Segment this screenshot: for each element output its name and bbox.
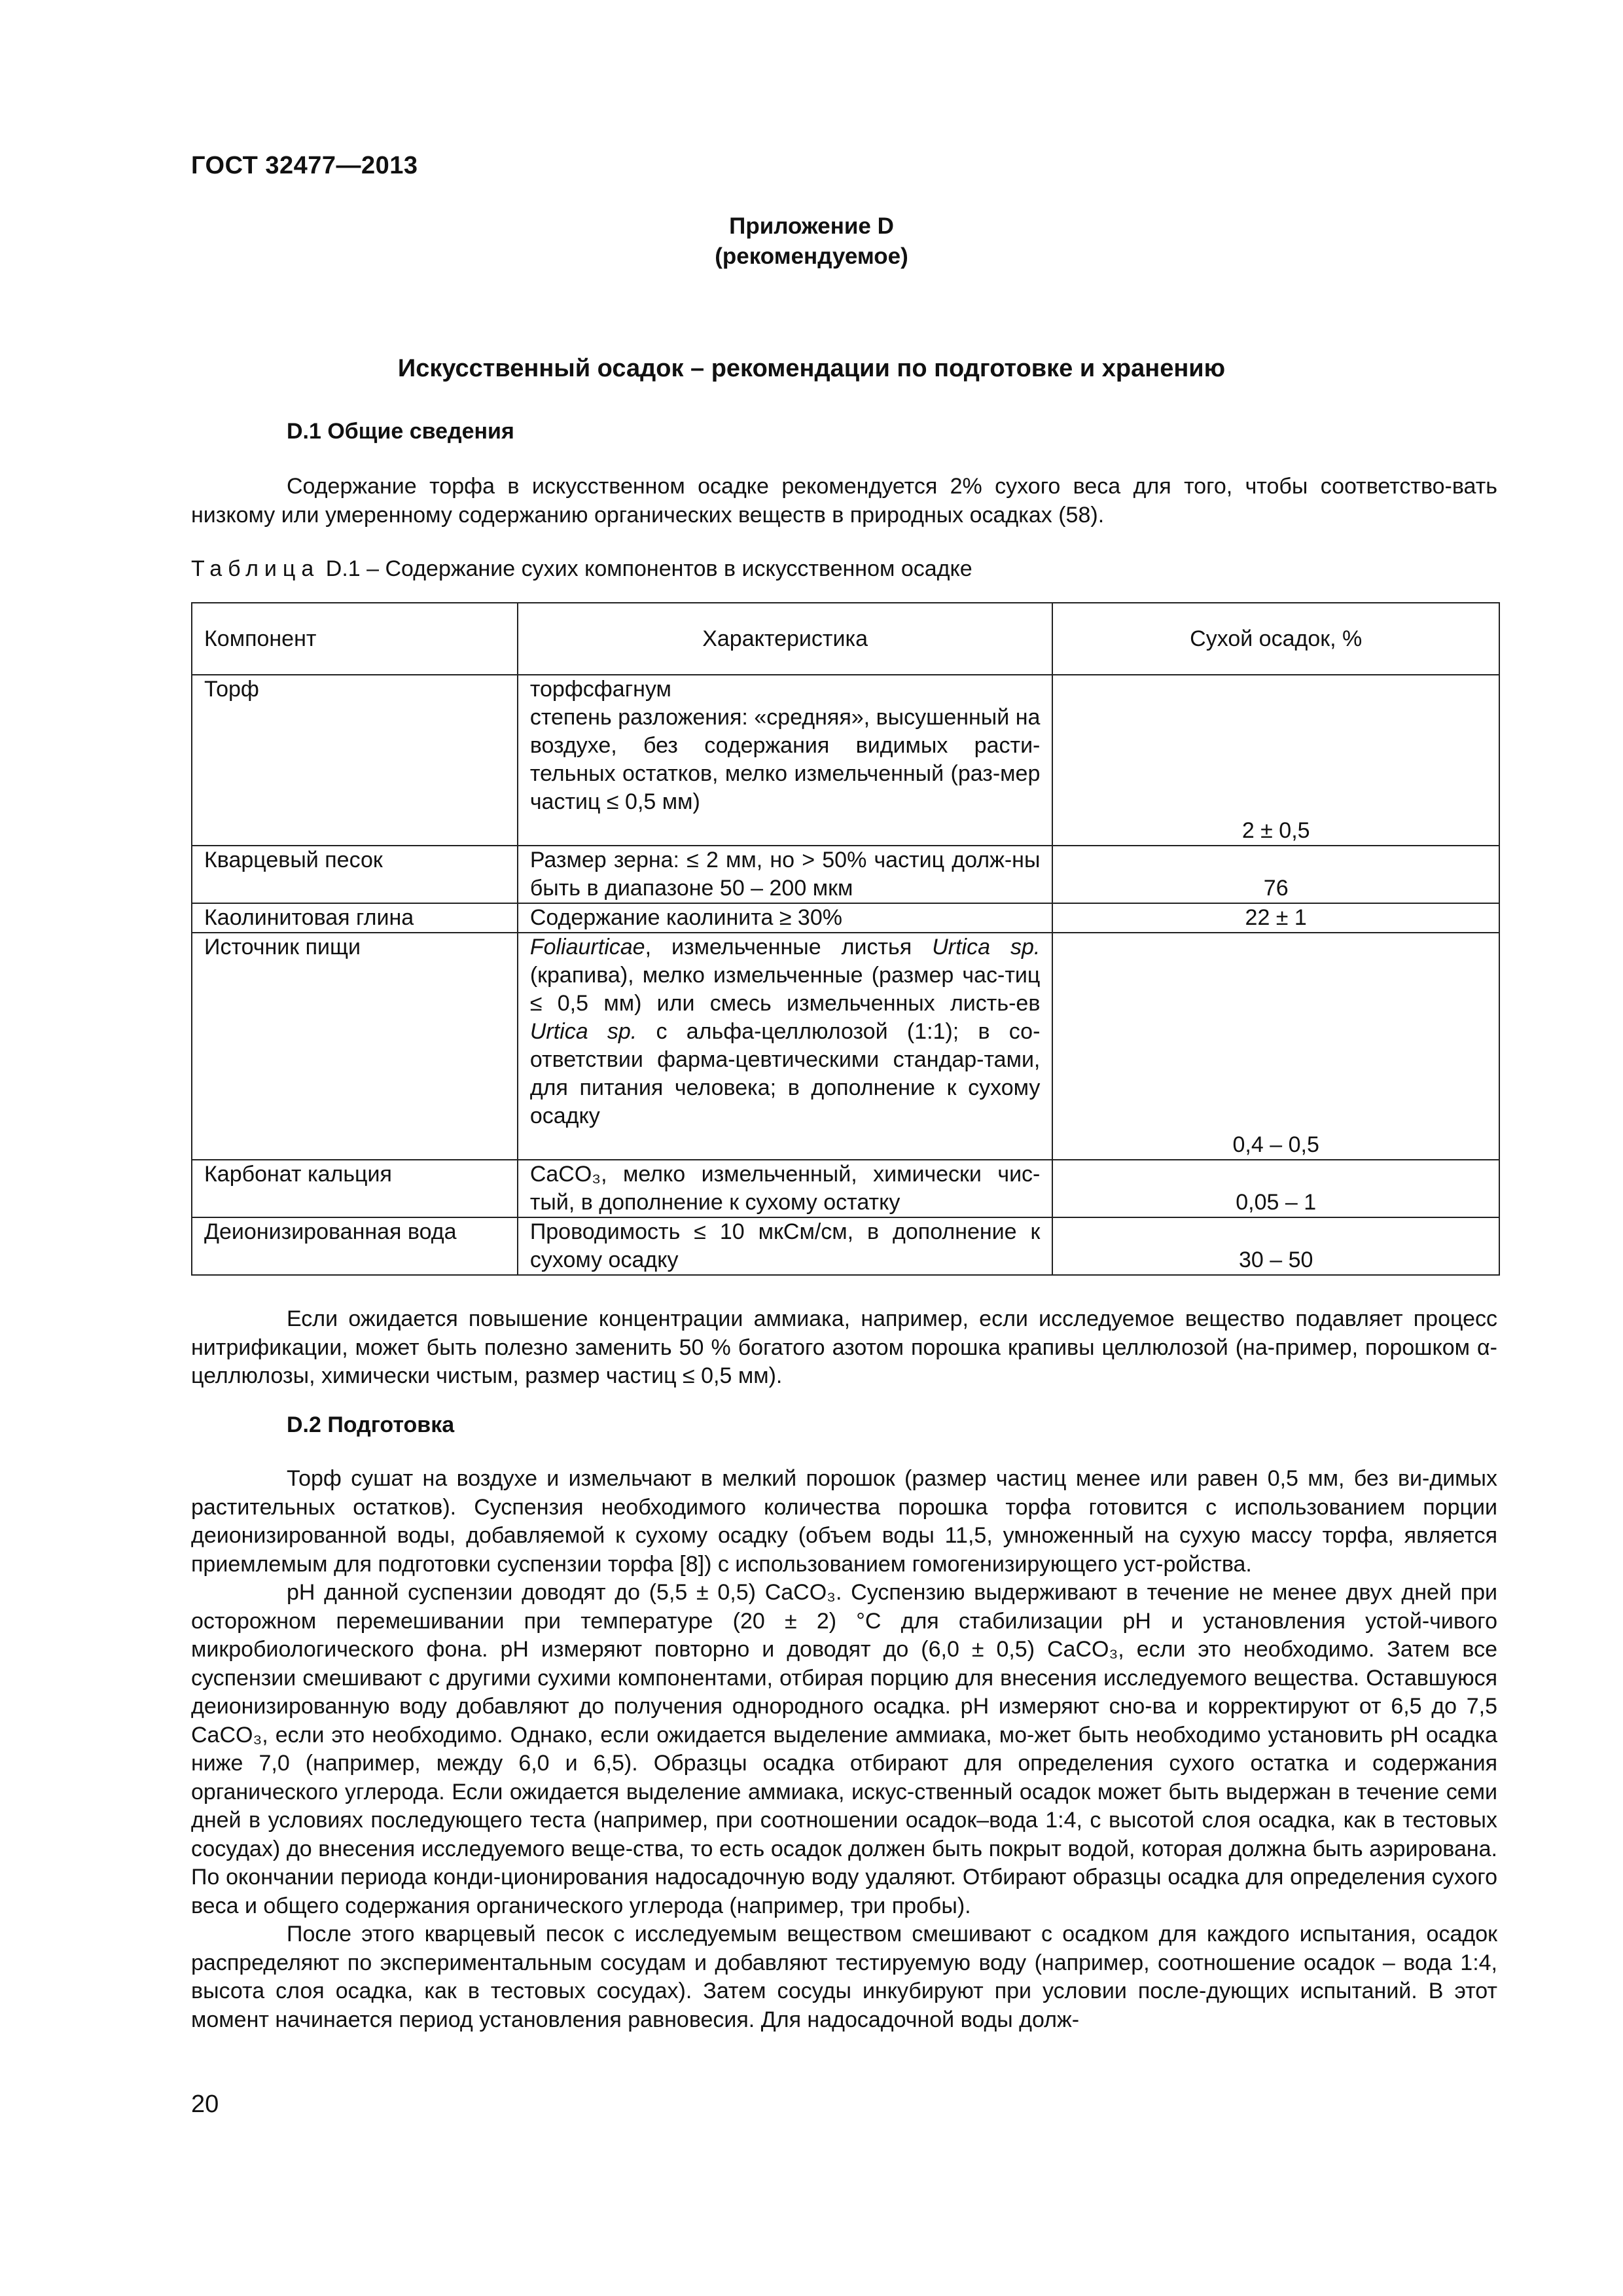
cell-dry: 0,4 – 0,5 — [1052, 933, 1499, 1160]
annex-title: Приложение D — [729, 213, 894, 239]
main-title: Искусственный осадок – рекомендации по подготовке и хранению — [397, 355, 1226, 382]
paragraph-d1 — [191, 473, 1497, 529]
characteristic-text: , измельченные листья — [645, 935, 933, 960]
cell-component: Карбонат кальция — [192, 1160, 518, 1217]
paragraph-text: Если ожидается повышение концентрации аммиака, например, если исследуемое вещество подавляет процесс нитрификации, может быть полезно заменить 50 % богатого азотом порошка крапивы целлюлозой (на-пример, порошком α-целлюлозы, химически чистым, размер частиц ≤ 0,5 мм). — [191, 1306, 1497, 1388]
cell-dry: 76 — [1052, 846, 1499, 903]
annex-status: (рекомендуемое) — [715, 243, 908, 269]
cell-dry: 30 – 50 — [1052, 1217, 1499, 1275]
characteristic-text: (крапива), мелко измельченные (размер час-тиц ≤ 0,5 мм) или смесь измельченных листь-ев — [529, 963, 1041, 1016]
cell-component: Источник пищи — [192, 933, 518, 1160]
cell-characteristic: Содержание каолинита ≥ 30% — [518, 903, 1053, 933]
cell-dry: 22 ± 1 — [1052, 903, 1499, 933]
paragraphs-d2 — [191, 1465, 1497, 2034]
components-table — [191, 602, 1500, 1276]
section-heading-d1: D.1 Общие сведения — [287, 419, 514, 444]
cell-component: Кварцевый песок — [192, 846, 518, 903]
paragraph-text: После этого кварцевый песок с исследуемым веществом смешивают с осадком для каждого испытания, осадок распределяют по экспериментальным сосудам и добавляют тестируемую воду (например, соотношение осадок – вода 1:4, высота слоя осадка, как в тестовых сосудах). Затем сосуды инкубируют при условии после-дующих испытаний. В этот момент начинается период установления равновесия. Для надосадочной воды долж- — [191, 1922, 1497, 2032]
cell-component: Торф — [192, 675, 518, 846]
table-row — [192, 1160, 1499, 1217]
table-row — [192, 846, 1499, 903]
paragraph-text: Торф сушат на воздухе и измельчают в мелкий порошок (размер частиц менее или равен 0,5 мм, без ви-димых растительных остатков). Суспензия необходимого количества порошка торфа готовится с использованием порции деионизированной воды, добавляемой к сухому осадку (объем воды 11,5, умноженный на сухую массу торфа, является приемлемым для подготовки суспензии торфа [8]) с использованием гомогенизирующего уст-ройства. — [191, 1466, 1497, 1577]
paragraph-after-table — [191, 1305, 1497, 1391]
table-caption-prefix: Таблица — [191, 556, 320, 581]
cell-characteristic: торфсфагнум степень разложения: «средняя», высушенный на воздухе, без содержания видимых расти-тельных остатков, мелко измельченный (раз-мер частиц ≤ 0,5 мм) — [518, 675, 1053, 846]
cell-characteristic: Проводимость ≤ 10 мкСм/см, в дополнение к сухому осадку — [518, 1217, 1053, 1275]
characteristic-text: с альфа-целлюлозой (1:1); в со-ответствии фарма-цевтическими стандар-тами, для питания человека; в дополнение к сухому осадку — [529, 1019, 1041, 1128]
paragraph-text: рН данной суспензии доводят до (5,5 ± 0,5) CaCO₃. Суспензию выдерживают в течение не менее двух дней при осторожном перемешивании при температуре (20 ± 2) °С для стабилизации рН и установления устой-чивого микробиологического фона. рН измеряют повторно и доводят до (6,0 ± 0,5) CaCO₃, если это необходимо. Затем все суспензии смешивают с другими сухими компонентами, отбирая порцию для внесения исследуемого вещества. Оставшуюся деионизированную воду добавляют до получения однородного осадка. рН измеряют сно-ва и корректируют от 6,5 до 7,5 CaCO₃, если это необходимо. Однако, если ожидается выделение аммиака, мо-жет быть необходимо установить рН осадка ниже 7,0 (например, между 6,0 и 6,5). Образцы осадка отбирают для определения сухого остатка и содержания органического углерода. Если ожидается выделение аммиака, искус-ственный осадок может быть выдержан в течение семи дней в условиях последующего теста (например, при соотношении осадок–вода 1:4, с высотой слоя осадка, как в тестовых сосудах) до внесения исследуемого веще-ства, то есть осадок должен быть покрыт водой, которая должна быть аэрирована. По окончании периода конди-ционирования надосадочную воду удаляют. Отбирают образцы осадка для определения сухого веса и общего содержания органического углерода (например, три пробы). — [191, 1580, 1497, 1918]
table-header-row — [192, 603, 1499, 675]
cell-characteristic: CaCO₃, мелко измельченный, химически чис-тый, в дополнение к сухому остатку — [518, 1160, 1053, 1217]
cell-characteristic: Размер зерна: ≤ 2 мм, но > 50% частиц долж-ны быть в диапазоне 50 – 200 мкм — [518, 846, 1053, 903]
table-row — [192, 1217, 1499, 1275]
cell-characteristic — [518, 933, 1053, 1160]
table-row — [192, 933, 1499, 1160]
latin-name: Urtica sp. — [932, 935, 1041, 960]
header-dry-sediment: Сухой осадок, % — [1052, 603, 1499, 675]
table-row — [192, 903, 1499, 933]
table-caption-text: D.1 – Содержание сухих компонентов в искусственном осадке — [325, 556, 972, 581]
section-heading-d2: D.2 Подготовка — [287, 1412, 455, 1437]
header-characteristic: Характеристика — [518, 603, 1053, 675]
table-caption — [191, 556, 972, 582]
header-component: Компонент — [192, 603, 518, 675]
cell-component: Деионизированная вода — [192, 1217, 518, 1275]
standard-code: ГОСТ 32477—2013 — [191, 152, 418, 179]
table-row — [192, 675, 1499, 846]
cell-component: Каолинитовая глина — [192, 903, 518, 933]
latin-name: Urtica sp. — [529, 1019, 637, 1044]
latin-name: Foliaurticae — [529, 935, 645, 960]
cell-dry: 2 ± 0,5 — [1052, 675, 1499, 846]
page-number: 20 — [191, 2090, 219, 2118]
cell-dry: 0,05 – 1 — [1052, 1160, 1499, 1217]
paragraph-text: Содержание торфа в искусственном осадке рекомендуется 2% сухого веса для того, чтобы соответство-вать низкому или умеренному содержанию органических веществ в природных осадках (58). — [191, 474, 1497, 528]
